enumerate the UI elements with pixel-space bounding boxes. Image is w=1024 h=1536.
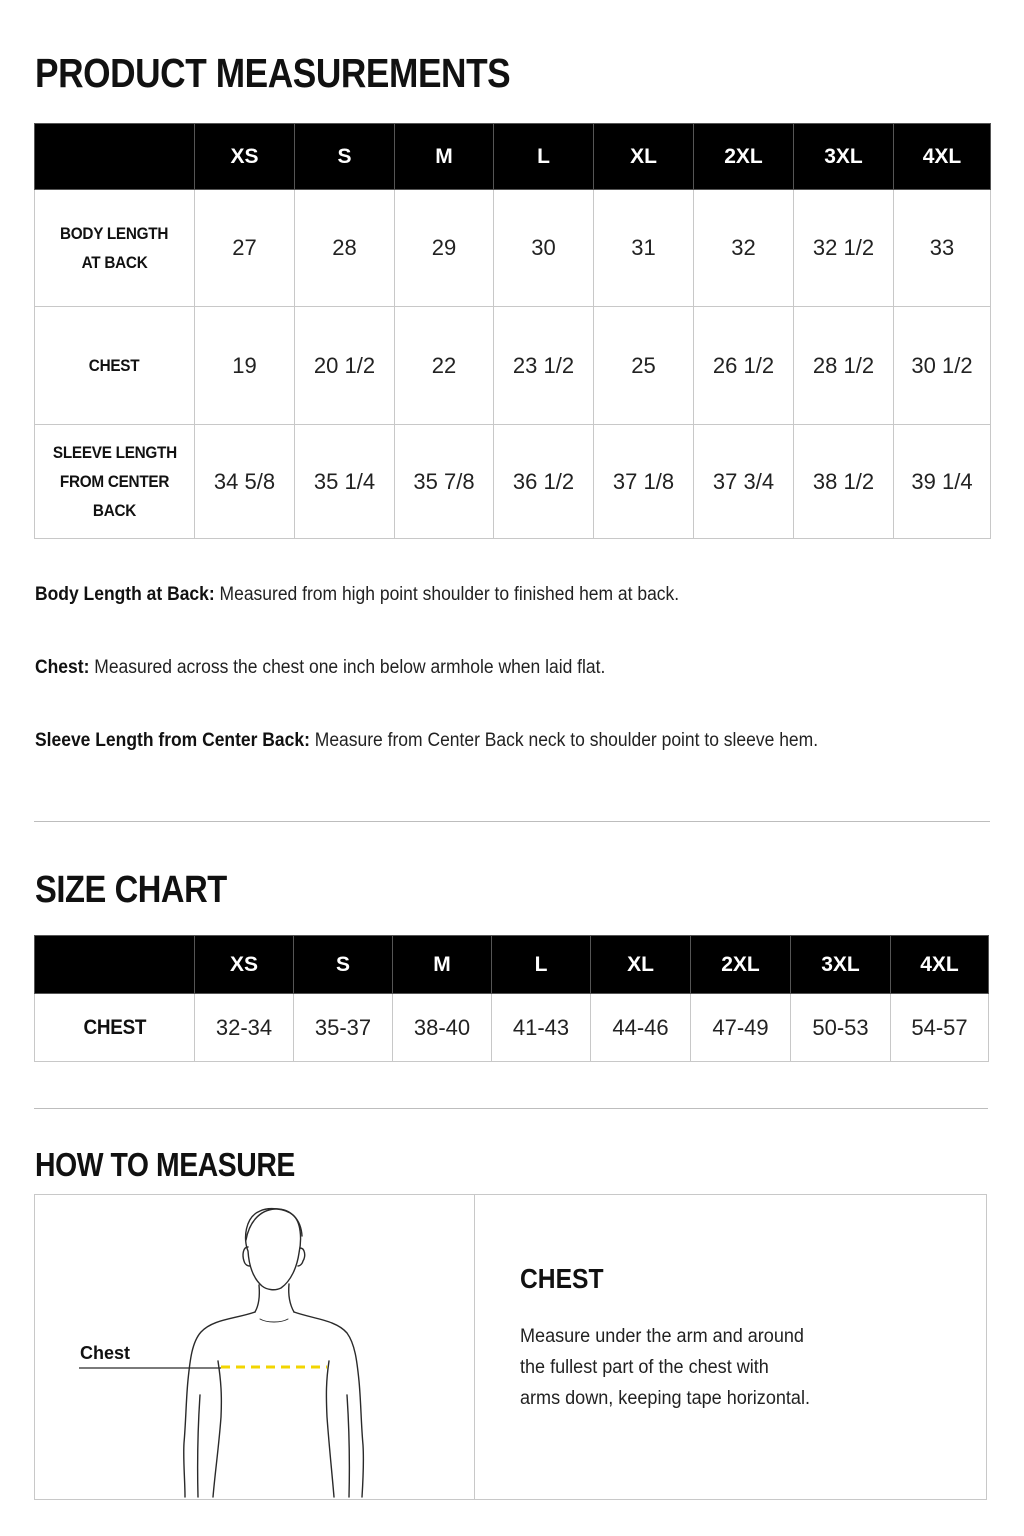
size-header-l: L	[492, 936, 591, 994]
size-chart-header-row	[35, 936, 989, 994]
table-cell: 26 1/2	[694, 307, 794, 425]
table-cell: 54-57	[891, 994, 989, 1062]
how-to-measure-panel	[34, 1194, 987, 1500]
table-cell: 31	[594, 190, 694, 307]
definition-text: Measure from Center Back neck to shoulder point to sleeve hem.	[314, 730, 819, 751]
size-header-xl: XL	[591, 936, 691, 994]
table-cell: 39 1/4	[894, 425, 991, 539]
how-to-measure-title: HOW TO MEASURE	[35, 1146, 295, 1183]
table-cell: 25	[594, 307, 694, 425]
instruction-line: Measure under the arm and around	[520, 1326, 804, 1347]
table-cell: 27	[195, 190, 295, 307]
instruction-line: the fullest part of the chest with	[520, 1357, 769, 1378]
definition-chest	[35, 657, 605, 679]
product-measurements-title: PRODUCT MEASUREMENTS	[35, 50, 511, 96]
product-measurements-table	[34, 123, 991, 539]
table-cell: 32	[694, 190, 794, 307]
table-cell: 20 1/2	[295, 307, 395, 425]
table-row	[35, 307, 991, 425]
definition-term: Body Length at Back:	[35, 584, 215, 605]
table-cell: 35 7/8	[395, 425, 494, 539]
row-label-chest: CHEST	[35, 307, 195, 425]
table-cell: 36 1/2	[494, 425, 594, 539]
measurements-header-row	[35, 124, 991, 190]
left-arm-inner	[198, 1395, 200, 1497]
neck-right	[289, 1284, 294, 1312]
size-header-xl: XL	[594, 124, 694, 190]
table-cell: 47-49	[691, 994, 791, 1062]
size-header-xs: XS	[195, 936, 294, 994]
left-torso-outline	[213, 1361, 221, 1497]
table-cell: 29	[395, 190, 494, 307]
neck-left	[255, 1285, 259, 1312]
table-cell: 32-34	[195, 994, 294, 1062]
instruction-text	[520, 1321, 810, 1414]
table-cell: 35 1/4	[295, 425, 395, 539]
table-row	[35, 190, 991, 307]
definition-term: Chest:	[35, 657, 90, 678]
row-label-sleeve-length: SLEEVE LENGTH FROM CENTER BACK	[35, 425, 195, 539]
table-cell: 38-40	[393, 994, 492, 1062]
size-header-3xl: 3XL	[794, 124, 894, 190]
definition-text: Measured across the chest one inch below armhole when laid flat.	[94, 657, 606, 678]
size-header-m: M	[393, 936, 492, 994]
size-header-2xl: 2XL	[691, 936, 791, 994]
chest-figure-label: Chest	[80, 1343, 131, 1363]
left-arm-outline	[184, 1312, 255, 1497]
table-row	[35, 425, 991, 539]
definition-term: Sleeve Length from Center Back:	[35, 730, 310, 751]
table-cell: 30	[494, 190, 594, 307]
size-header-2xl: 2XL	[694, 124, 794, 190]
size-header-s: S	[294, 936, 393, 994]
table-cell: 37 1/8	[594, 425, 694, 539]
definition-sleeve-length	[35, 730, 818, 752]
table-cell: 23 1/2	[494, 307, 594, 425]
table-cell: 33	[894, 190, 991, 307]
size-header-m: M	[395, 124, 494, 190]
table-cell: 28	[295, 190, 395, 307]
table-cell: 50-53	[791, 994, 891, 1062]
table-cell: 28 1/2	[794, 307, 894, 425]
table-cell: 34 5/8	[195, 425, 295, 539]
section-divider	[34, 1108, 988, 1109]
size-chart-title: SIZE CHART	[35, 869, 227, 911]
panel-divider	[474, 1195, 475, 1499]
row-label-body-length: BODY LENGTH AT BACK	[35, 190, 195, 307]
instruction-line: arms down, keeping tape horizontal.	[520, 1388, 810, 1409]
table-cell: 19	[195, 307, 295, 425]
collarbone	[260, 1319, 288, 1322]
size-header-4xl: 4XL	[891, 936, 989, 994]
size-chart-table	[34, 935, 989, 1062]
right-arm-inner	[347, 1395, 349, 1497]
definition-body-length	[35, 584, 679, 606]
table-cell: 44-46	[591, 994, 691, 1062]
row-label-chest: CHEST	[35, 994, 195, 1062]
table-cell: 32 1/2	[794, 190, 894, 307]
section-divider	[34, 821, 990, 822]
instruction-heading: CHEST	[520, 1263, 604, 1294]
table-cell: 35-37	[294, 994, 393, 1062]
table-cell: 38 1/2	[794, 425, 894, 539]
right-arm-outline	[294, 1312, 363, 1497]
body-figure-illustration	[35, 1195, 473, 1499]
header-corner-cell	[35, 936, 195, 994]
table-cell: 22	[395, 307, 494, 425]
header-corner-cell	[35, 124, 195, 190]
right-torso-outline	[326, 1361, 334, 1497]
size-header-s: S	[295, 124, 395, 190]
table-cell: 41-43	[492, 994, 591, 1062]
size-header-3xl: 3XL	[791, 936, 891, 994]
table-cell: 30 1/2	[894, 307, 991, 425]
table-row	[35, 994, 989, 1062]
size-header-l: L	[494, 124, 594, 190]
table-cell: 37 3/4	[694, 425, 794, 539]
definition-text: Measured from high point shoulder to finished hem at back.	[219, 584, 680, 605]
size-header-4xl: 4XL	[894, 124, 991, 190]
size-header-xs: XS	[195, 124, 295, 190]
